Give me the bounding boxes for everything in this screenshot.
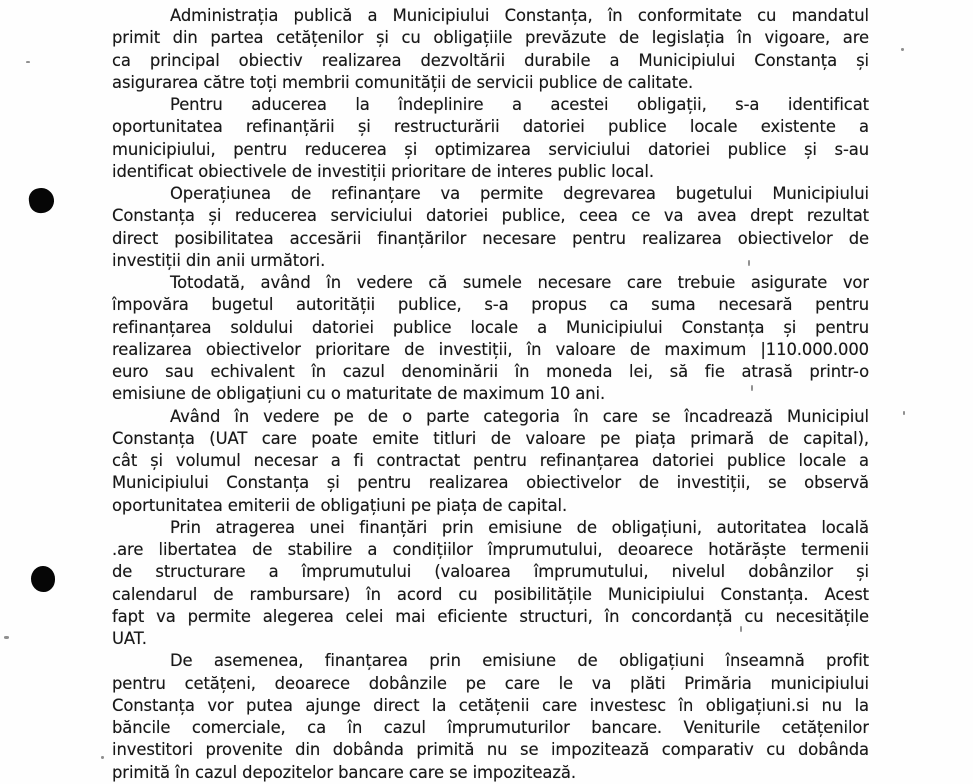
scan-speckle xyxy=(901,48,904,51)
text-line: investiții din anii următori. xyxy=(112,250,326,270)
text-line: calendarul de rambursare) în acord cu posibilitățile Municipiului Constanța. Acest xyxy=(112,584,869,604)
text-line: cât și volumul necesar a fi contractat pentru refinanțarea datoriei publice locale a xyxy=(112,451,869,470)
text-line: Administrația publică a Municipiului Constanța, în conformitate cu mandatul xyxy=(170,6,869,25)
text-line: Pentru aducerea la îndeplinire a acestei obligații, s-a identificat xyxy=(170,95,869,114)
paragraph xyxy=(112,406,869,517)
text-line: oportunitatea emiterii de obligațiuni pe piața de capital. xyxy=(112,495,568,515)
text-line: primită în cazul depozitelor bancare care se impozitează. xyxy=(112,762,576,782)
text-line: împovăra bugetul autorității publice, s-a propus ca suma necesară pentru xyxy=(112,295,869,315)
text-line: municipiului, pentru reducerea și optimizarea serviciului datoriei publice și s-au xyxy=(112,139,869,159)
scan-speckle xyxy=(4,636,9,639)
text-line: Constanța vor putea ajunge direct la cetățenii care investesc în obligațiuni.si nu la xyxy=(112,695,869,715)
text-line: de structurare a împrumutului (valoarea împrumutului, nivelul dobânzilor și xyxy=(112,562,869,582)
text-line: ca principal obiectiv realizarea dezvoltării durabile a Municipiului Constanța și xyxy=(112,50,869,70)
text-line: asigurarea către toți membrii comunității de servicii publice de calitate. xyxy=(112,72,694,92)
text-line: refinanțarea soldului datoriei publice locale a Municipiului Constanța și pentru xyxy=(112,317,869,337)
text-line: primit din partea cetățenilor și cu obligațiile prevăzute de legislația în vigoare, are xyxy=(112,28,869,48)
paragraph xyxy=(112,650,869,784)
text-line: realizarea obiectivelor prioritare de investiții, în valoare de maximum |110.000.000 xyxy=(112,339,869,359)
scan-speckle xyxy=(26,61,30,63)
paragraph xyxy=(112,5,869,94)
text-line: fapt va permite alegerea celei mai eficiente structuri, în concordanță cu necesitățile xyxy=(112,606,869,626)
text-line: Operațiunea de refinanțare va permite degrevarea bugetului Municipiului xyxy=(170,184,869,203)
paragraph xyxy=(112,94,869,183)
text-line: Având în vedere pe de o parte categoria în care se încadrează Municipiul xyxy=(170,406,869,426)
text-line: oportunitatea refinanțării și restructurării datoriei publice locale existente a xyxy=(112,117,869,137)
paragraph xyxy=(112,272,869,406)
text-line: băncile comerciale, ca în cazul împrumuturilor bancare. Veniturile cetățenilor xyxy=(112,718,869,737)
scan-speckle xyxy=(101,756,104,759)
text-line: pentru cetățeni, deoarece dobânzile pe care le va plăti Primăria municipiului xyxy=(112,673,869,693)
text-line: Totodată, având în vedere că sumele necesare care trebuie asigurate vor xyxy=(170,273,869,292)
text-line: UAT. xyxy=(112,629,147,648)
text-line: identificat obiectivele de investiții prioritare de interes public local. xyxy=(112,161,654,181)
text-line: Constanța și reducerea serviciului datoriei publice, ceea ce va avea drept rezultat xyxy=(112,206,869,226)
text-line: Constanța (UAT care poate emite titluri de valoare pe piața primară de capital), xyxy=(112,428,869,448)
text-line: euro sau echivalent în cazul denominării în moneda lei, să fie atrasă printr-o xyxy=(112,362,869,381)
hole-punch-mark xyxy=(27,186,55,214)
text-line: direct posibilitatea accesării finanțărilor necesare pentru realizarea obiectivelor de xyxy=(112,228,869,248)
document-text-block xyxy=(112,5,869,784)
scan-speckle xyxy=(903,411,905,415)
text-line: Municipiului Constanța și pentru realizarea obiectivelor de investiții, se observă xyxy=(112,473,869,493)
text-line: De asemenea, finanțarea prin emisiune de obligațiuni înseamnă profit xyxy=(170,651,869,671)
text-line: Prin atragerea unei finanțări prin emisiune de obligațiuni, autoritatea locală xyxy=(170,517,869,537)
hole-punch-mark xyxy=(31,566,55,592)
text-line: .are libertatea de stabilire a condițiilor împrumutului, deoarece hotărăște termenii xyxy=(112,540,869,559)
text-line: emisiune de obligațiuni cu o maturitate de maximum 10 ani. xyxy=(112,384,606,404)
paragraph xyxy=(112,517,869,651)
paragraph xyxy=(112,183,869,272)
text-line: investitori provenite din dobânda primită nu se impozitează comparativ cu dobânda xyxy=(112,740,869,760)
